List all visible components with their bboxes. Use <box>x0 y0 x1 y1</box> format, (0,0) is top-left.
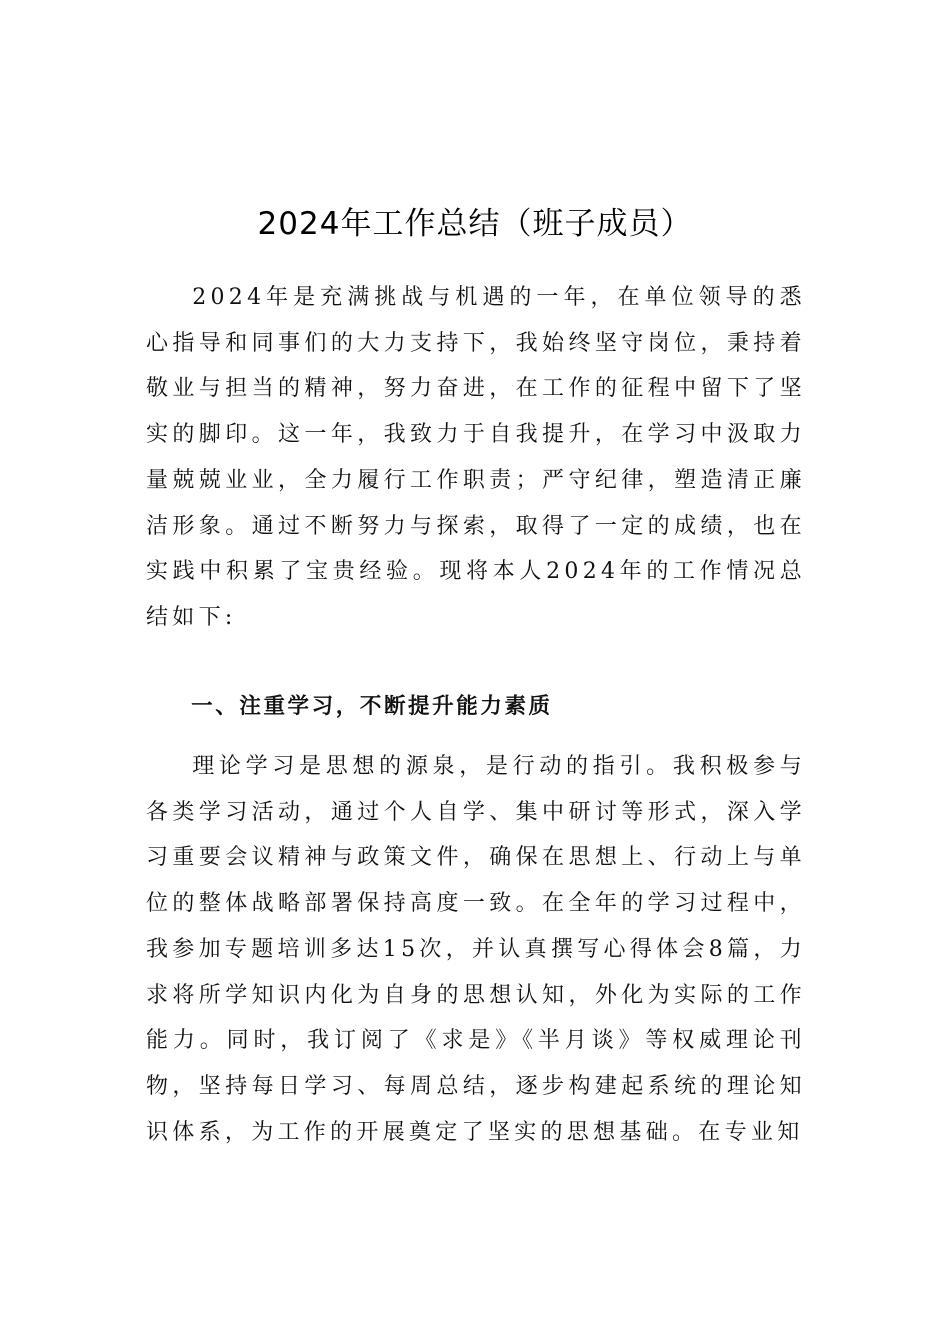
section-heading-1: 一、注重学习，不断提升能力素质 <box>191 694 553 719</box>
section-1-paragraph: 理论学习是思想的源泉，是行动的指引。我积极参与各类学习活动，通过个人自学、集中研讨等形式，深入学习重要会议精神与政策文件，确保在思想上、行动上与单位的整体战略部署保持高度一致。在全年的学习过程中，我参加专题培训多达15次，并认真撰写心得体会8篇，力求将所学知识内化为自身的思想认知，外化为实际的工作能力。同时，我订阅了《求是》《半月谈》等权威理论刊物，坚持每日学习、每周总结，逐步构建起系统的理论知识体系，为工作的开展奠定了坚实的思想基础。在专业知 <box>146 754 806 1145</box>
document-title: 2024年工作总结（班子成员） <box>257 206 693 242</box>
intro-paragraph: 2024年是充满挑战与机遇的一年，在单位领导的悉心指导和同事们的大力支持下，我始终坚守岗位，秉持着敬业与担当的精神，努力奋进，在工作的征程中留下了坚实的脚印。这一年，我致力于自我提升，在学习中汲取力量兢兢业业，全力履行工作职责；严守纪律，塑造清正廉洁形象。通过不断努力与探索，取得了一定的成绩，也在实践中积累了宝贵经验。现将本人2024年的工作情况总结如下: <box>146 285 806 630</box>
